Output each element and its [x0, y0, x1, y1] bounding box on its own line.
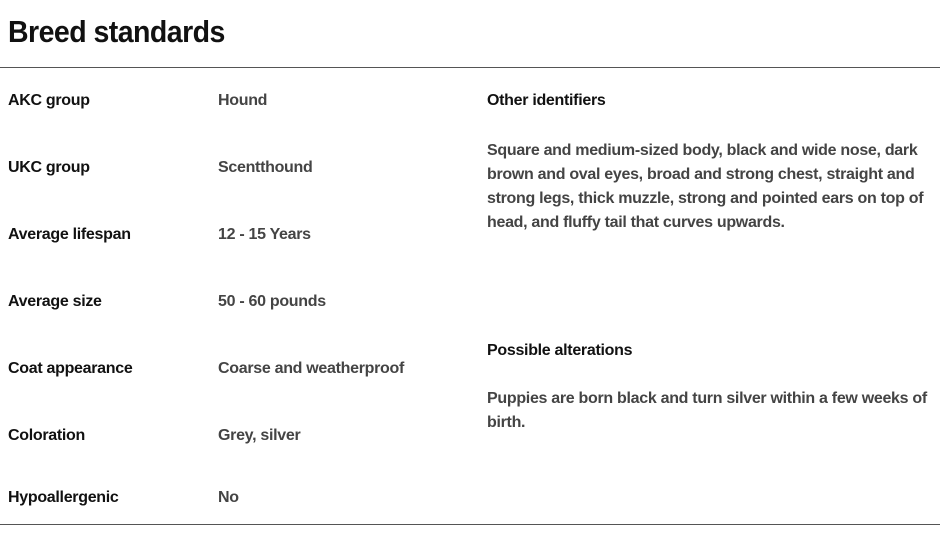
row-value: Hound — [218, 92, 268, 109]
top-divider — [0, 67, 940, 68]
page-title: Breed standards — [8, 14, 225, 49]
row-value: Coarse and weatherproof — [218, 360, 405, 377]
row-value: Grey, silver — [218, 427, 301, 444]
table-row-average-lifespan — [0, 226, 480, 250]
other-identifiers-text: Square and medium-sized body, black and wide nose, dark brown and oval eyes, broad and strong chest, straight and strong legs, thick muzzle, strong and pointed ears on top of head, and fluffy tail that curves upwards. — [487, 142, 924, 231]
row-label: Coat appearance — [8, 360, 133, 377]
possible-alterations-text: Puppies are born black and turn silver within a few weeks of birth. — [487, 390, 927, 431]
table-row-coat-appearance — [0, 360, 480, 384]
row-label: AKC group — [8, 92, 90, 109]
table-row-akc-group — [0, 92, 480, 116]
bottom-divider — [0, 524, 940, 525]
row-label: Coloration — [8, 427, 85, 444]
possible-alterations-heading: Possible alterations — [487, 342, 633, 359]
table-row-average-size — [0, 293, 480, 317]
other-identifiers-heading: Other identifiers — [487, 92, 606, 109]
table-row-coloration — [0, 427, 480, 451]
row-label: UKC group — [8, 159, 90, 176]
row-label: Average size — [8, 293, 102, 310]
table-row-ukc-group — [0, 159, 480, 183]
row-value: No — [218, 489, 239, 506]
row-value: 50 - 60 pounds — [218, 293, 326, 310]
row-value: Scentthound — [218, 159, 313, 176]
row-label: Average lifespan — [8, 226, 131, 243]
row-label: Hypoallergenic — [8, 489, 119, 506]
table-row-hypoallergenic — [0, 489, 480, 513]
row-value: 12 - 15 Years — [218, 226, 311, 243]
